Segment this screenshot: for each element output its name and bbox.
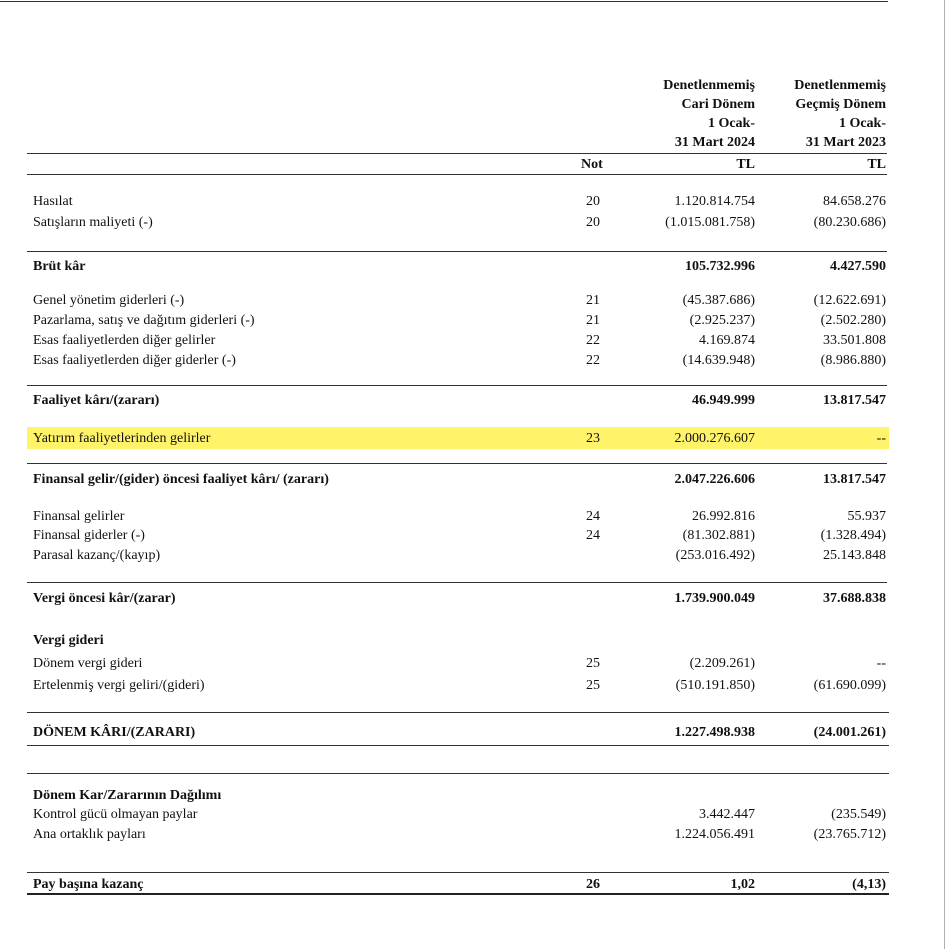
value-prior-kontrol-gucu: (235.549) xyxy=(831,807,886,822)
value-prior-pay-basina: (4,13) xyxy=(852,877,886,892)
value-current-brut-kar: 105.732.996 xyxy=(685,259,755,274)
section-heading-vergi-gideri: Vergi gideri xyxy=(33,633,104,648)
value-prior-diger-gelirler: 33.501.808 xyxy=(823,333,886,348)
rule-pay-basina xyxy=(27,872,889,873)
header-col2-line4: 31 Mart 2023 xyxy=(805,135,886,150)
header-col1-line2: Cari Dönem xyxy=(681,97,755,112)
row-label-finansal-gelirler: Finansal gelirler xyxy=(33,509,125,524)
value-prior-genel-yonetim: (12.622.691) xyxy=(813,293,886,308)
value-prior-ana-ortaklik: (23.765.712) xyxy=(813,827,886,842)
rule-brut-kar xyxy=(27,251,887,252)
value-prior-vergi-oncesi: 37.688.838 xyxy=(823,591,886,606)
value-current-satis-maliyeti: (1.015.081.758) xyxy=(665,215,755,230)
value-prior-pazarlama: (2.502.280) xyxy=(820,313,886,328)
note-pay-basina: 26 xyxy=(586,877,600,892)
value-prior-diger-giderler: (8.986.880) xyxy=(820,353,886,368)
row-label-ana-ortaklik: Ana ortaklık payları xyxy=(33,827,146,842)
row-label-faaliyet-kari: Faaliyet kârı/(zararı) xyxy=(33,393,160,408)
value-current-yatirim: 2.000.276.607 xyxy=(674,431,755,446)
note-satis-maliyeti: 20 xyxy=(586,215,600,230)
value-prior-hasilat: 84.658.276 xyxy=(823,194,886,209)
rule-donem-kari xyxy=(27,712,889,713)
value-prior-donem-vergi: -- xyxy=(876,656,886,671)
header-prior-period xyxy=(794,76,886,152)
not-column-header: Not xyxy=(581,157,603,172)
row-label-ertelenmis: Ertelenmiş vergi geliri/(gideri) xyxy=(33,678,205,693)
currency-header-current: TL xyxy=(736,157,755,172)
value-prior-finansal-oncesi: 13.817.547 xyxy=(823,472,886,487)
value-prior-finansal-gelirler: 55.937 xyxy=(847,509,886,524)
value-prior-faaliyet-kari: 13.817.547 xyxy=(823,393,886,408)
rule-vergi-oncesi xyxy=(27,582,887,583)
value-current-pay-basina: 1,02 xyxy=(730,877,755,892)
note-finansal-giderler: 24 xyxy=(586,528,600,543)
value-prior-ertelenmis: (61.690.099) xyxy=(813,678,886,693)
row-label-yatirim: Yatırım faaliyetlerinden gelirler xyxy=(33,431,211,446)
note-donem-vergi: 25 xyxy=(586,656,600,671)
rule-final xyxy=(27,893,889,895)
header-col2-line1: Denetlenmemiş xyxy=(794,78,886,93)
value-current-ertelenmis: (510.191.850) xyxy=(675,678,755,693)
currency-header-prior: TL xyxy=(867,157,886,172)
note-ertelenmis: 25 xyxy=(586,678,600,693)
row-label-donem-kari: DÖNEM KÂRI/(ZARARI) xyxy=(33,725,196,740)
rule-faaliyet-kari xyxy=(27,385,887,386)
row-label-pay-basina: Pay başına kazanç xyxy=(33,877,144,892)
note-finansal-gelirler: 24 xyxy=(586,509,600,524)
value-prior-parasal: 25.143.848 xyxy=(823,548,886,563)
row-label-diger-gelirler: Esas faaliyetlerden diğer gelirler xyxy=(33,333,216,348)
value-current-pazarlama: (2.925.237) xyxy=(689,313,755,328)
row-label-vergi-oncesi: Vergi öncesi kâr/(zarar) xyxy=(33,591,176,606)
rule-dagilim xyxy=(27,773,889,774)
row-label-satis-maliyeti: Satışların maliyeti (-) xyxy=(33,215,153,230)
header-col2-line2: Geçmiş Dönem xyxy=(795,97,886,112)
value-current-diger-giderler: (14.639.948) xyxy=(682,353,755,368)
rule-finansal-oncesi xyxy=(27,463,887,464)
rule-donem-kari-bottom xyxy=(27,745,889,746)
value-current-kontrol-gucu: 3.442.447 xyxy=(699,807,755,822)
note-pazarlama: 21 xyxy=(586,313,600,328)
row-label-genel-yonetim: Genel yönetim giderleri (-) xyxy=(33,293,185,308)
value-prior-yatirim: -- xyxy=(876,431,886,446)
row-label-brut-kar: Brüt kâr xyxy=(33,259,86,274)
value-current-donem-kari: 1.227.498.938 xyxy=(674,725,755,740)
value-current-genel-yonetim: (45.387.686) xyxy=(682,293,755,308)
header-col2-line3: 1 Ocak- xyxy=(838,116,886,131)
value-current-finansal-giderler: (81.302.881) xyxy=(682,528,755,543)
note-yatirim: 23 xyxy=(586,431,600,446)
row-label-finansal-oncesi: Finansal gelir/(gider) öncesi faaliyet kârı/ (zararı) xyxy=(33,472,329,487)
header-col1-line3: 1 Ocak- xyxy=(707,116,755,131)
row-label-donem-vergi: Dönem vergi gideri xyxy=(33,656,143,671)
header-current-period xyxy=(663,76,755,152)
row-label-parasal: Parasal kazanç/(kayıp) xyxy=(33,548,161,563)
top-rule xyxy=(0,1,888,2)
note-diger-gelirler: 22 xyxy=(586,333,600,348)
row-label-diger-giderler: Esas faaliyetlerden diğer giderler (-) xyxy=(33,353,236,368)
value-current-finansal-gelirler: 26.992.816 xyxy=(692,509,755,524)
value-prior-finansal-giderler: (1.328.494) xyxy=(820,528,886,543)
value-prior-donem-kari: (24.001.261) xyxy=(813,725,886,740)
note-diger-giderler: 22 xyxy=(586,353,600,368)
section-heading-dagilim: Dönem Kar/Zararının Dağılımı xyxy=(33,788,222,803)
value-current-diger-gelirler: 4.169.874 xyxy=(699,333,755,348)
value-current-donem-vergi: (2.209.261) xyxy=(689,656,755,671)
header-bottom-rule xyxy=(27,174,887,175)
header-rule xyxy=(27,153,887,154)
note-hasilat: 20 xyxy=(586,194,600,209)
header-col1-line4: 31 Mart 2024 xyxy=(674,135,755,150)
row-label-finansal-giderler: Finansal giderler (-) xyxy=(33,528,145,543)
value-current-ana-ortaklik: 1.224.056.491 xyxy=(674,827,755,842)
value-current-hasilat: 1.120.814.754 xyxy=(674,194,755,209)
value-prior-satis-maliyeti: (80.230.686) xyxy=(813,215,886,230)
row-label-kontrol-gucu: Kontrol gücü olmayan paylar xyxy=(33,807,198,822)
value-current-finansal-oncesi: 2.047.226.606 xyxy=(674,472,755,487)
value-current-vergi-oncesi: 1.739.900.049 xyxy=(674,591,755,606)
value-prior-brut-kar: 4.427.590 xyxy=(830,259,886,274)
row-label-hasilat: Hasılat xyxy=(33,194,73,209)
row-label-pazarlama: Pazarlama, satış ve dağıtım giderleri (-) xyxy=(33,313,255,328)
value-current-faaliyet-kari: 46.949.999 xyxy=(692,393,755,408)
header-col1-line1: Denetlenmemiş xyxy=(663,78,755,93)
note-genel-yonetim: 21 xyxy=(586,293,600,308)
value-current-parasal: (253.016.492) xyxy=(675,548,755,563)
